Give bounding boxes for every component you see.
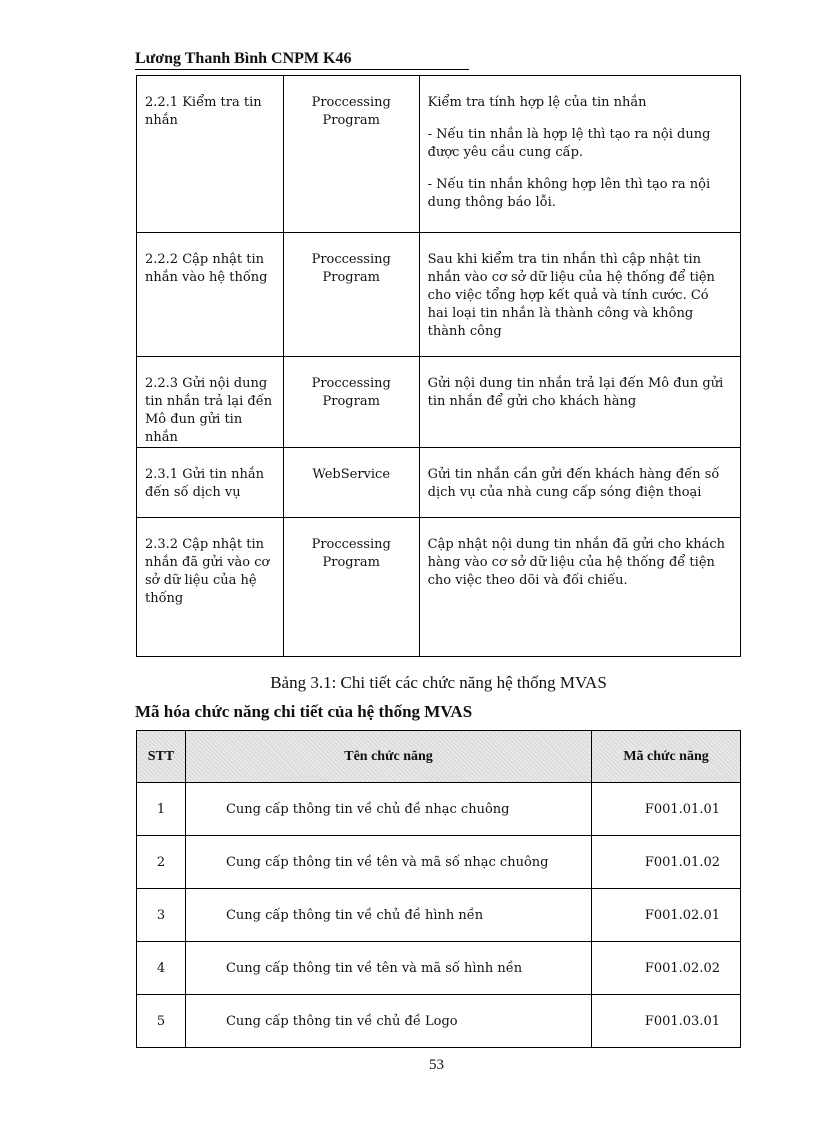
table-row (137, 233, 741, 357)
function-description (419, 76, 740, 233)
table-row (137, 836, 741, 889)
page-header: Lương Thanh Bình CNPM K46 (135, 49, 469, 70)
function-name: 2.2.3 Gửi nội dung tin nhắn trả lại đến Mô đun gửi tin nhắn (137, 357, 284, 448)
row-function-code: F001.02.01 (592, 889, 741, 942)
description-paragraph: Sau khi kiểm tra tin nhắn thì cập nhật tin nhắn vào cơ sở dữ liệu của hệ thống để tiện cho việc tổng hợp kết quả và tính cước. Có hai loại tin nhắn là thành công và không thành công (427, 252, 715, 339)
function-name: 2.3.2 Cập nhật tin nhắn đã gửi vào cơ sở dữ liệu của hệ thống (137, 518, 284, 657)
description-paragraph: Gửi tin nhắn cần gửi đến khách hàng đến số dịch vụ của nhà cung cấp sóng điện thoại (427, 467, 720, 500)
row-stt: 3 (137, 889, 186, 942)
table-row (137, 357, 741, 448)
table-row (137, 942, 741, 995)
section-subtitle: Mã hóa chức năng chi tiết của hệ thống MVAS (135, 702, 473, 721)
function-description (419, 518, 740, 657)
table-row (137, 783, 741, 836)
description-paragraph: Gửi nội dung tin nhắn trả lại đến Mô đun gửi tin nhắn để gửi cho khách hàng (427, 376, 724, 409)
function-description (419, 357, 740, 448)
row-function-name: Cung cấp thông tin về tên và mã số hình nền (185, 942, 591, 995)
row-stt: 5 (137, 995, 186, 1048)
description-paragraph: - Nếu tin nhắn không hợp lên thì tạo ra nội dung thông báo lỗi. (427, 177, 711, 210)
table-header-row (137, 731, 741, 783)
table-row (137, 995, 741, 1048)
table-row (137, 448, 741, 518)
function-type: Proccessing Program (283, 518, 419, 657)
function-description (419, 233, 740, 357)
row-stt: 2 (137, 836, 186, 889)
page-number: 53 (429, 1057, 444, 1073)
header-function-name: Tên chức năng (185, 731, 591, 783)
function-type: WebService (283, 448, 419, 518)
row-function-code: F001.01.02 (592, 836, 741, 889)
row-function-code: F001.02.02 (592, 942, 741, 995)
row-function-code: F001.03.01 (592, 995, 741, 1048)
row-function-name: Cung cấp thông tin về chủ đề nhạc chuông (185, 783, 591, 836)
row-function-code: F001.01.01 (592, 783, 741, 836)
functions-table (136, 75, 741, 657)
row-function-name: Cung cấp thông tin về tên và mã số nhạc chuông (185, 836, 591, 889)
table-caption: Bảng 3.1: Chi tiết các chức năng hệ thống MVAS (270, 673, 607, 692)
function-codes-table (136, 730, 741, 1048)
row-stt: 4 (137, 942, 186, 995)
function-type: Proccessing Program (283, 233, 419, 357)
table-row (137, 76, 741, 233)
function-type: Proccessing Program (283, 357, 419, 448)
description-paragraph: - Nếu tin nhắn là hợp lệ thì tạo ra nội dung được yêu cầu cung cấp. (427, 127, 711, 160)
table-row (137, 889, 741, 942)
function-name: 2.2.1 Kiểm tra tin nhắn (137, 76, 284, 233)
function-name: 2.3.1 Gửi tin nhắn đến số dịch vụ (137, 448, 284, 518)
header-function-code: Mã chức năng (592, 731, 741, 783)
row-function-name: Cung cấp thông tin về chủ đề hình nền (185, 889, 591, 942)
row-stt: 1 (137, 783, 186, 836)
function-description (419, 448, 740, 518)
description-paragraph: Cập nhật nội dung tin nhắn đã gửi cho khách hàng vào cơ sở dữ liệu của hệ thống để tiện cho việc theo dõi và đối chiếu. (427, 537, 726, 588)
row-function-name: Cung cấp thông tin về chủ đề Logo (185, 995, 591, 1048)
function-name: 2.2.2 Cập nhật tin nhắn vào hệ thống (137, 233, 284, 357)
table-row (137, 518, 741, 657)
description-paragraph: Kiểm tra tính hợp lệ của tin nhắn (427, 95, 647, 110)
header-stt: STT (137, 731, 186, 783)
function-type: Proccessing Program (283, 76, 419, 233)
